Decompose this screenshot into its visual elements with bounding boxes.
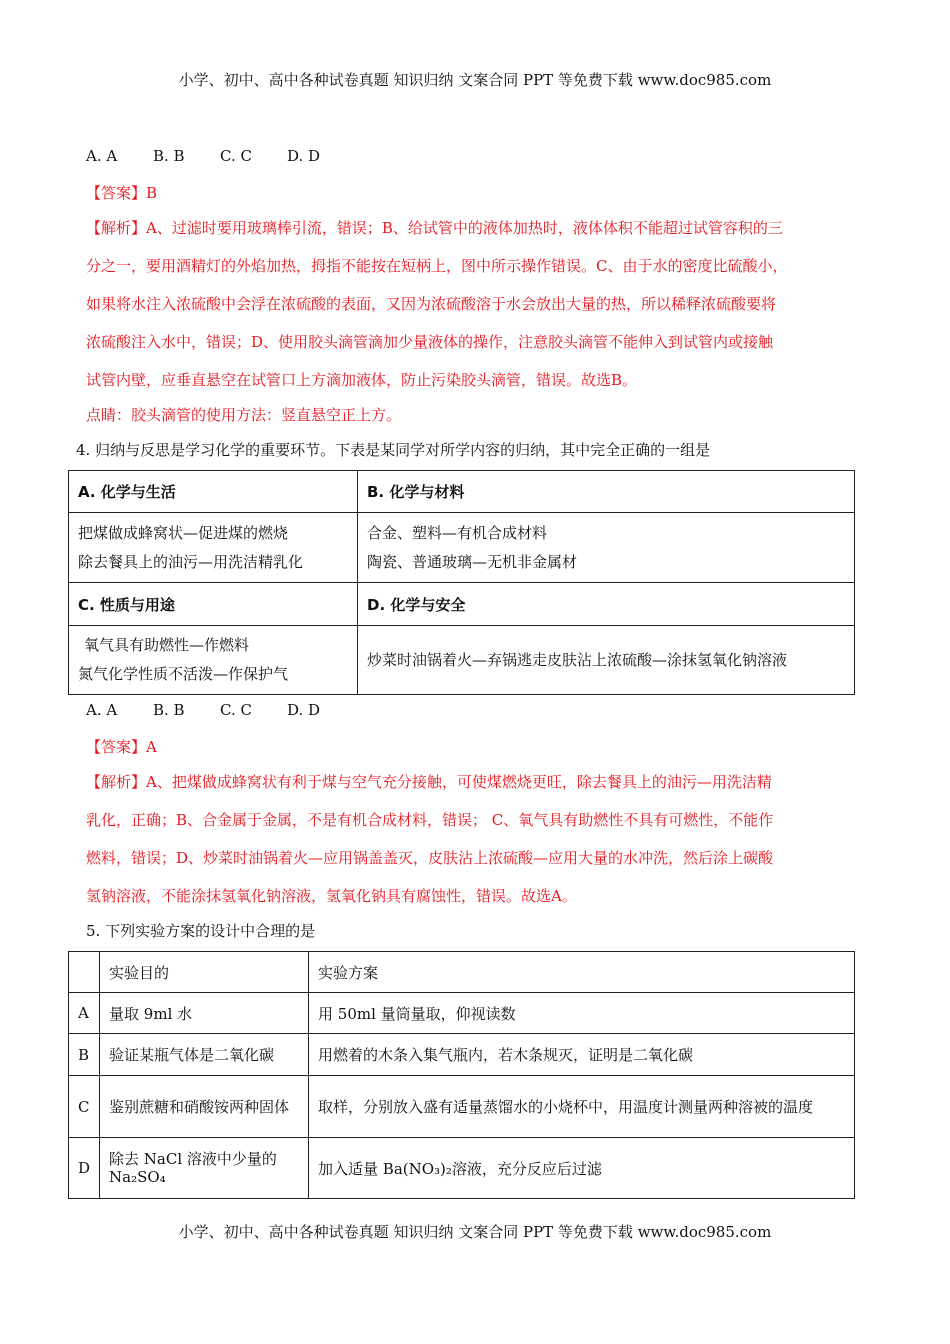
q3-tip: 点睛：胶头滴管的使用方法：竖直悬空正上方。 — [86, 406, 402, 424]
header-cell — [69, 952, 100, 993]
row-goal: 除去 NaCl 溶液中少量的 Na₂SO₄ — [100, 1138, 309, 1199]
q4-stem: 4. 归纳与反思是学习化学的重要环节。下表是某同学对所学内容的归纳，其中完全正确的一组是 — [76, 441, 711, 459]
table-row — [69, 993, 855, 1034]
q3-analysis-line: 浓硫酸注入水中，错误；D、使用胶头滴管滴加少量液体的操作，注意胶头滴管不能伸入到试管内或接触 — [86, 333, 774, 351]
page-footer: 小学、初中、高中各种试卷真题 知识归纳 文案合同 PPT 等免费下载 www.doc985.com — [178, 1223, 772, 1241]
table-row — [69, 1034, 855, 1076]
row-label: D — [69, 1138, 100, 1199]
cell-title: B. 化学与材料 — [358, 471, 855, 513]
cell-content: 氧气具有助燃性—作燃料 氮气化学性质不活泼—作保护气 — [69, 626, 358, 695]
header-cell: 实验方案 — [309, 952, 855, 993]
q3-analysis-line: 分之一，要用酒精灯的外焰加热，拇指不能按在短柄上，图中所示操作错误。C、由于水的密度比硫酸小， — [86, 257, 788, 275]
cell-title: D. 化学与安全 — [358, 583, 855, 626]
q3-options — [86, 147, 354, 165]
q3-answer: 【答案】B — [86, 184, 158, 202]
option-b: B. B — [153, 147, 185, 165]
row-plan: 取样，分别放入盛有适量蒸馏水的小烧杯中，用温度计测量两种溶被的温度 — [309, 1076, 855, 1138]
q3-analysis-line: 如果将水注入浓硫酸中会浮在浓硫酸的表面，又因为浓硫酸溶于水会放出大量的热，所以稀释浓硫酸要将 — [86, 295, 777, 313]
row-label: B — [69, 1034, 100, 1076]
q4-analysis-line: 【解析】A、把煤做成蜂窝状有利于煤与空气充分接触，可使煤燃烧更旺，除去餐具上的油污—用洗洁精 — [86, 773, 772, 791]
row-label: C — [69, 1076, 100, 1138]
q5-table — [68, 951, 855, 1199]
option-c: C. C — [220, 147, 252, 165]
option-d: D. D — [287, 147, 321, 165]
row-plan: 用 50ml 量筒量取，仰视读数 — [309, 993, 855, 1034]
q5-stem: 5. 下列实验方案的设计中合理的是 — [86, 922, 316, 940]
table-row — [69, 1076, 855, 1138]
row-label: A — [69, 993, 100, 1034]
table-row — [69, 1138, 855, 1199]
option-a: A. A — [86, 147, 118, 165]
cell-content: 合金、塑料—有机合成材料 陶瓷、普通玻璃—无机非金属材 — [358, 513, 855, 583]
q3-analysis-line: 试管内壁，应垂直悬空在试管口上方滴加液体，防止污染胶头滴管，错误。故选B。 — [86, 371, 638, 389]
row-goal: 量取 9ml 水 — [100, 993, 309, 1034]
row-goal: 验证某瓶气体是二氧化碳 — [100, 1034, 309, 1076]
q4-table — [68, 470, 855, 695]
row-plan: 用燃着的木条入集气瓶内，若木条规灭，证明是二氧化碳 — [309, 1034, 855, 1076]
q3-analysis-line: 【解析】A、过滤时要用玻璃棒引流，错误；B、给试管中的液体加热时，液体体积不能超过试管容积的三 — [86, 219, 783, 237]
cell-title: C. 性质与用途 — [69, 583, 358, 626]
q4-options — [86, 701, 354, 719]
cell-content: 把煤做成蜂窝状—促进煤的燃烧 除去餐具上的油污—用洗洁精乳化 — [69, 513, 358, 583]
option-c: C. C — [220, 701, 252, 719]
option-a: A. A — [86, 701, 118, 719]
option-b: B. B — [153, 701, 185, 719]
header-cell: 实验目的 — [100, 952, 309, 993]
row-goal: 鉴别蔗糖和硝酸铵两种固体 — [100, 1076, 309, 1138]
page-header: 小学、初中、高中各种试卷真题 知识归纳 文案合同 PPT 等免费下载 www.doc985.com — [178, 71, 772, 89]
row-plan: 加入适量 Ba(NO₃)₂溶液，充分反应后过滤 — [309, 1138, 855, 1199]
q4-analysis-line: 乳化，正确；B、合金属于金属，不是有机合成材料，错误； C、氧气具有助燃性不具有可燃性，不能作 — [86, 811, 774, 829]
q4-analysis-line: 氢钠溶液，不能涂抹氢氧化钠溶液，氢氧化钠具有腐蚀性，错误。故选A。 — [86, 887, 577, 905]
q4-analysis-line: 燃料，错误；D、炒菜时油锅着火—应用锅盖盖灭，皮肤沾上浓硫酸—应用大量的水冲洗，然后涂上碳酸 — [86, 849, 774, 867]
cell-title: A. 化学与生活 — [69, 471, 358, 513]
cell-content: 炒菜时油锅着火—弃锅逃走皮肤沾上浓硫酸—涂抹氢氧化钠溶液 — [358, 626, 855, 695]
option-d: D. D — [287, 701, 321, 719]
q4-answer: 【答案】A — [86, 738, 157, 756]
